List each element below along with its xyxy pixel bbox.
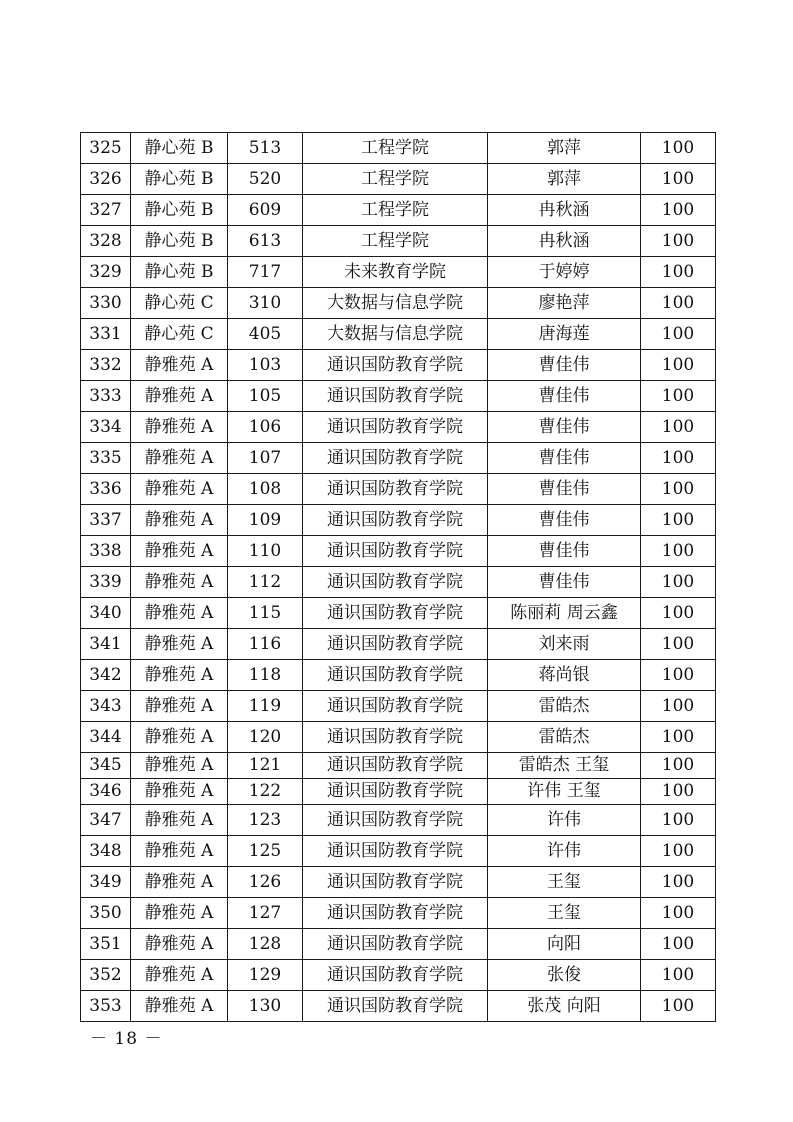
room-cell: 129 [228, 960, 303, 991]
college-cell: 通识国防教育学院 [303, 536, 488, 567]
room-cell: 115 [228, 598, 303, 629]
table-row [81, 195, 716, 226]
row-number-cell: 345 [81, 753, 131, 779]
table-row [81, 164, 716, 195]
building-cell: 静心苑 B [131, 257, 228, 288]
row-number-cell: 346 [81, 779, 131, 805]
score-cell: 100 [641, 805, 716, 836]
person-cell: 曹佳伟 [488, 536, 641, 567]
score-cell: 100 [641, 443, 716, 474]
row-number-cell: 336 [81, 474, 131, 505]
building-cell: 静雅苑 A [131, 836, 228, 867]
college-cell: 通识国防教育学院 [303, 381, 488, 412]
inspection-table [80, 132, 716, 1022]
row-number-cell: 327 [81, 195, 131, 226]
row-number-cell: 337 [81, 505, 131, 536]
building-cell: 静心苑 C [131, 319, 228, 350]
table-row [81, 257, 716, 288]
building-cell: 静雅苑 A [131, 443, 228, 474]
row-number-cell: 342 [81, 660, 131, 691]
building-cell: 静雅苑 A [131, 722, 228, 753]
table-row [81, 350, 716, 381]
score-cell: 100 [641, 629, 716, 660]
college-cell: 未来教育学院 [303, 257, 488, 288]
table-row [81, 288, 716, 319]
college-cell: 通识国防教育学院 [303, 779, 488, 805]
building-cell: 静雅苑 A [131, 805, 228, 836]
building-cell: 静雅苑 A [131, 474, 228, 505]
table-row [81, 505, 716, 536]
room-cell: 116 [228, 629, 303, 660]
table-row [81, 381, 716, 412]
room-cell: 118 [228, 660, 303, 691]
room-cell: 123 [228, 805, 303, 836]
building-cell: 静心苑 B [131, 164, 228, 195]
table-row [81, 722, 716, 753]
college-cell: 大数据与信息学院 [303, 319, 488, 350]
person-cell: 刘来雨 [488, 629, 641, 660]
college-cell: 通识国防教育学院 [303, 867, 488, 898]
row-number-cell: 343 [81, 691, 131, 722]
room-cell: 105 [228, 381, 303, 412]
room-cell: 103 [228, 350, 303, 381]
score-cell: 100 [641, 536, 716, 567]
college-cell: 通识国防教育学院 [303, 443, 488, 474]
building-cell: 静雅苑 A [131, 691, 228, 722]
room-cell: 127 [228, 898, 303, 929]
row-number-cell: 340 [81, 598, 131, 629]
building-cell: 静雅苑 A [131, 350, 228, 381]
row-number-cell: 350 [81, 898, 131, 929]
person-cell: 曹佳伟 [488, 381, 641, 412]
college-cell: 通识国防教育学院 [303, 991, 488, 1022]
score-cell: 100 [641, 598, 716, 629]
table-row [81, 536, 716, 567]
person-cell: 张茂 向阳 [488, 991, 641, 1022]
row-number-cell: 339 [81, 567, 131, 598]
college-cell: 通识国防教育学院 [303, 505, 488, 536]
table-row [81, 412, 716, 443]
table-row [81, 805, 716, 836]
building-cell: 静雅苑 A [131, 660, 228, 691]
building-cell: 静雅苑 A [131, 536, 228, 567]
room-cell: 110 [228, 536, 303, 567]
score-cell: 100 [641, 867, 716, 898]
person-cell: 于婷婷 [488, 257, 641, 288]
table-row [81, 443, 716, 474]
table-row [81, 629, 716, 660]
table-row [81, 660, 716, 691]
score-cell: 100 [641, 567, 716, 598]
building-cell: 静雅苑 A [131, 598, 228, 629]
college-cell: 通识国防教育学院 [303, 691, 488, 722]
score-cell: 100 [641, 660, 716, 691]
score-cell: 100 [641, 474, 716, 505]
college-cell: 通识国防教育学院 [303, 567, 488, 598]
college-cell: 通识国防教育学院 [303, 836, 488, 867]
score-cell: 100 [641, 257, 716, 288]
score-cell: 100 [641, 960, 716, 991]
building-cell: 静雅苑 A [131, 505, 228, 536]
building-cell: 静心苑 C [131, 288, 228, 319]
room-cell: 121 [228, 753, 303, 779]
page-number: － 18 － [90, 1029, 163, 1049]
row-number-cell: 332 [81, 350, 131, 381]
room-cell: 119 [228, 691, 303, 722]
score-cell: 100 [641, 779, 716, 805]
college-cell: 通识国防教育学院 [303, 929, 488, 960]
score-cell: 100 [641, 722, 716, 753]
score-cell: 100 [641, 133, 716, 164]
score-cell: 100 [641, 836, 716, 867]
person-cell: 冉秋涵 [488, 226, 641, 257]
inspection-table-container [80, 132, 715, 1022]
row-number-cell: 330 [81, 288, 131, 319]
room-cell: 126 [228, 867, 303, 898]
score-cell: 100 [641, 350, 716, 381]
college-cell: 通识国防教育学院 [303, 629, 488, 660]
row-number-cell: 333 [81, 381, 131, 412]
table-row [81, 991, 716, 1022]
room-cell: 717 [228, 257, 303, 288]
person-cell: 蒋尚银 [488, 660, 641, 691]
score-cell: 100 [641, 753, 716, 779]
table-row [81, 960, 716, 991]
room-cell: 128 [228, 929, 303, 960]
score-cell: 100 [641, 288, 716, 319]
row-number-cell: 329 [81, 257, 131, 288]
room-cell: 310 [228, 288, 303, 319]
building-cell: 静雅苑 A [131, 629, 228, 660]
person-cell: 郭萍 [488, 164, 641, 195]
table-row [81, 133, 716, 164]
room-cell: 108 [228, 474, 303, 505]
room-cell: 520 [228, 164, 303, 195]
score-cell: 100 [641, 929, 716, 960]
row-number-cell: 328 [81, 226, 131, 257]
person-cell: 王玺 [488, 898, 641, 929]
person-cell: 张俊 [488, 960, 641, 991]
college-cell: 通识国防教育学院 [303, 805, 488, 836]
person-cell: 廖艳萍 [488, 288, 641, 319]
room-cell: 513 [228, 133, 303, 164]
table-row [81, 319, 716, 350]
row-number-cell: 331 [81, 319, 131, 350]
score-cell: 100 [641, 505, 716, 536]
person-cell: 王玺 [488, 867, 641, 898]
college-cell: 通识国防教育学院 [303, 598, 488, 629]
score-cell: 100 [641, 412, 716, 443]
table-body [81, 133, 716, 1022]
building-cell: 静雅苑 A [131, 929, 228, 960]
person-cell: 唐海莲 [488, 319, 641, 350]
table-row [81, 598, 716, 629]
table-row [81, 836, 716, 867]
score-cell: 100 [641, 319, 716, 350]
college-cell: 工程学院 [303, 133, 488, 164]
row-number-cell: 348 [81, 836, 131, 867]
row-number-cell: 352 [81, 960, 131, 991]
score-cell: 100 [641, 381, 716, 412]
person-cell: 雷皓杰 王玺 [488, 753, 641, 779]
table-row [81, 691, 716, 722]
table-row [81, 779, 716, 805]
person-cell: 曹佳伟 [488, 505, 641, 536]
table-row [81, 867, 716, 898]
college-cell: 工程学院 [303, 226, 488, 257]
score-cell: 100 [641, 991, 716, 1022]
table-row [81, 929, 716, 960]
college-cell: 通识国防教育学院 [303, 960, 488, 991]
room-cell: 125 [228, 836, 303, 867]
row-number-cell: 347 [81, 805, 131, 836]
building-cell: 静雅苑 A [131, 753, 228, 779]
room-cell: 109 [228, 505, 303, 536]
table-row [81, 898, 716, 929]
score-cell: 100 [641, 898, 716, 929]
person-cell: 曹佳伟 [488, 412, 641, 443]
building-cell: 静雅苑 A [131, 567, 228, 598]
row-number-cell: 349 [81, 867, 131, 898]
row-number-cell: 335 [81, 443, 131, 474]
person-cell: 曹佳伟 [488, 443, 641, 474]
college-cell: 通识国防教育学院 [303, 722, 488, 753]
room-cell: 609 [228, 195, 303, 226]
table-row [81, 474, 716, 505]
score-cell: 100 [641, 226, 716, 257]
row-number-cell: 353 [81, 991, 131, 1022]
college-cell: 大数据与信息学院 [303, 288, 488, 319]
row-number-cell: 344 [81, 722, 131, 753]
room-cell: 112 [228, 567, 303, 598]
college-cell: 通识国防教育学院 [303, 898, 488, 929]
person-cell: 陈丽莉 周云鑫 [488, 598, 641, 629]
row-number-cell: 325 [81, 133, 131, 164]
building-cell: 静雅苑 A [131, 991, 228, 1022]
row-number-cell: 341 [81, 629, 131, 660]
person-cell: 雷皓杰 [488, 691, 641, 722]
row-number-cell: 338 [81, 536, 131, 567]
room-cell: 107 [228, 443, 303, 474]
room-cell: 120 [228, 722, 303, 753]
building-cell: 静雅苑 A [131, 867, 228, 898]
building-cell: 静雅苑 A [131, 960, 228, 991]
person-cell: 曹佳伟 [488, 474, 641, 505]
room-cell: 106 [228, 412, 303, 443]
college-cell: 通识国防教育学院 [303, 753, 488, 779]
person-cell: 向阳 [488, 929, 641, 960]
room-cell: 122 [228, 779, 303, 805]
person-cell: 许伟 [488, 836, 641, 867]
person-cell: 郭萍 [488, 133, 641, 164]
score-cell: 100 [641, 691, 716, 722]
row-number-cell: 326 [81, 164, 131, 195]
building-cell: 静雅苑 A [131, 779, 228, 805]
person-cell: 冉秋涵 [488, 195, 641, 226]
building-cell: 静雅苑 A [131, 381, 228, 412]
room-cell: 130 [228, 991, 303, 1022]
building-cell: 静雅苑 A [131, 412, 228, 443]
score-cell: 100 [641, 195, 716, 226]
score-cell: 100 [641, 164, 716, 195]
person-cell: 曹佳伟 [488, 350, 641, 381]
person-cell: 曹佳伟 [488, 567, 641, 598]
college-cell: 工程学院 [303, 164, 488, 195]
college-cell: 通识国防教育学院 [303, 350, 488, 381]
college-cell: 工程学院 [303, 195, 488, 226]
building-cell: 静雅苑 A [131, 898, 228, 929]
table-row [81, 753, 716, 779]
building-cell: 静心苑 B [131, 133, 228, 164]
college-cell: 通识国防教育学院 [303, 474, 488, 505]
table-row [81, 567, 716, 598]
row-number-cell: 351 [81, 929, 131, 960]
college-cell: 通识国防教育学院 [303, 660, 488, 691]
person-cell: 雷皓杰 [488, 722, 641, 753]
person-cell: 许伟 王玺 [488, 779, 641, 805]
room-cell: 405 [228, 319, 303, 350]
room-cell: 613 [228, 226, 303, 257]
building-cell: 静心苑 B [131, 226, 228, 257]
person-cell: 许伟 [488, 805, 641, 836]
college-cell: 通识国防教育学院 [303, 412, 488, 443]
table-row [81, 226, 716, 257]
row-number-cell: 334 [81, 412, 131, 443]
building-cell: 静心苑 B [131, 195, 228, 226]
